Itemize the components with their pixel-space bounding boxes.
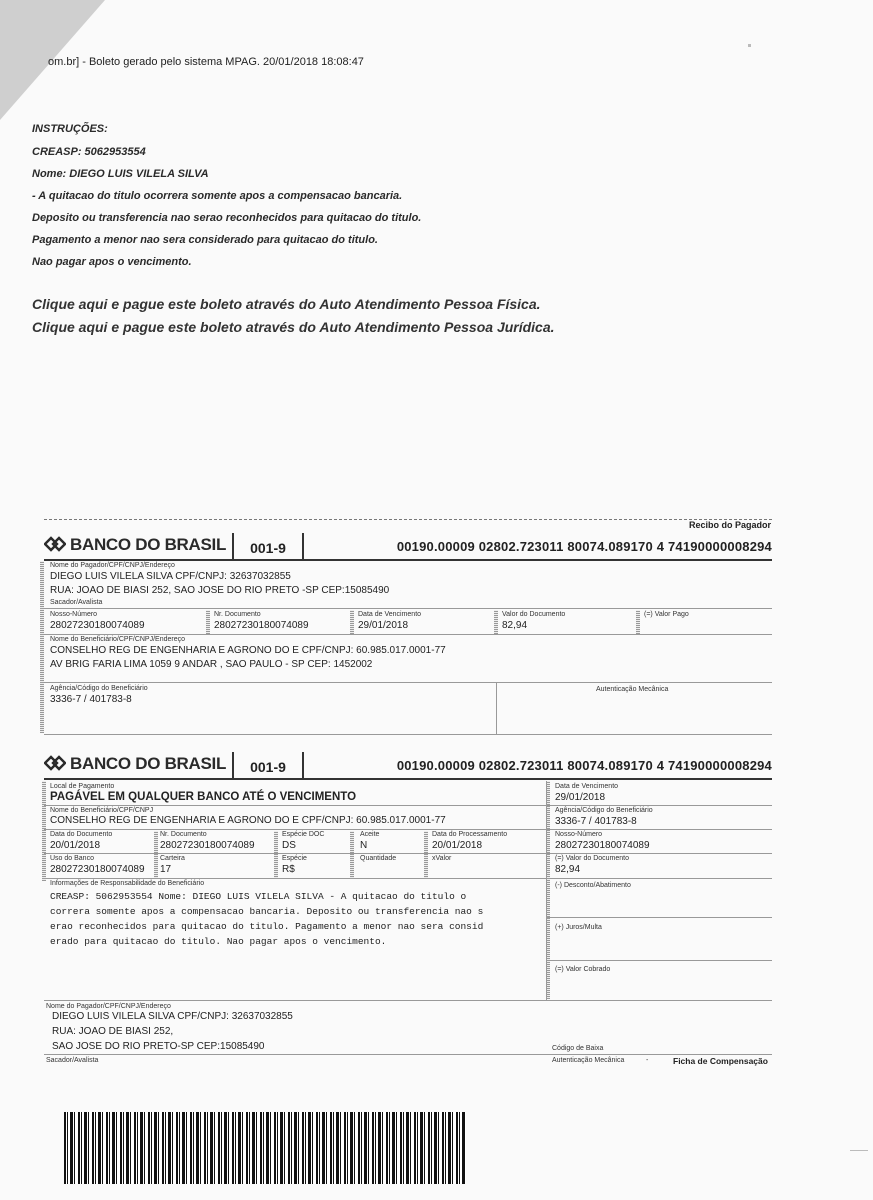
especie: R$: [282, 864, 295, 875]
instructions-creasp: CREASP: 5062953554: [32, 146, 146, 158]
divider: [44, 829, 772, 830]
divider: [44, 608, 772, 609]
nr-documento-label: Nr. Documento: [214, 611, 261, 618]
recibo-title: Recibo do Pagador: [688, 520, 771, 530]
hatch-bar: [42, 781, 46, 881]
hatch-bar: [494, 610, 498, 634]
agencia-label: Agência/Código do Beneficiário: [555, 807, 653, 814]
desconto-label: (-) Desconto/Abatimento: [555, 882, 631, 889]
autenticacao-label: Autenticação Mecânica: [552, 1057, 625, 1064]
nr-doc: 28027230180074089: [160, 840, 255, 851]
banco-do-brasil-logo-icon: [44, 535, 66, 553]
info-label: Informações de Responsabilidade do Beneficiário: [50, 880, 205, 887]
valor-documento: 82,94: [502, 620, 528, 631]
pagador-label: Nome do Pagador/CPF/CNPJ/Endereço: [46, 1003, 171, 1010]
nr-documento: 28027230180074089: [214, 620, 309, 631]
info-line: erao reconhecidos para quitacao do titulo. Pagamento a menor nao sera consid: [50, 921, 484, 932]
beneficiario-label: Nome do Beneficiário/CPF/CNPJ/Endereço: [50, 636, 186, 643]
local-label: Local de Pagamento: [50, 783, 115, 790]
beneficiario-line: AV BRIG FARIA LIMA 1059 9 ANDAR , SAO PAULO - SP CEP: 1452002: [50, 659, 373, 670]
divider: [546, 917, 772, 918]
bank-code: 001-9: [232, 752, 304, 778]
info-line: erado para quitacao do titulo. Nao pagar apos o vencimento.: [50, 936, 387, 947]
xvalor-label: xValor: [432, 855, 452, 862]
data-doc-label: Data do Documento: [50, 831, 113, 838]
autenticacao-label: Autenticação Mecânica: [596, 686, 669, 693]
pagador-line: DIEGO LUIS VILELA SILVA CPF/CNPJ: 32637032855: [50, 571, 291, 582]
data-proc: 20/01/2018: [432, 840, 483, 851]
pagador-line: DIEGO LUIS VILELA SILVA CPF/CNPJ: 32637032855: [52, 1011, 293, 1022]
divider: [44, 1000, 772, 1001]
valor-doc: 82,94: [555, 864, 581, 875]
pagador-line: RUA: JOAO DE BIASI 252, SAO JOSE DO RIO PRETO -SP CEP:15085490: [50, 585, 390, 596]
especie-label: Espécie: [282, 855, 307, 862]
sacador-label: Sacador/Avalista: [50, 599, 103, 606]
hatch-bar: [206, 610, 210, 634]
instructions-line: Nao pagar apos o vencimento.: [32, 256, 192, 268]
valor-pago-label: (=) Valor Pago: [644, 611, 689, 618]
aceite: N: [360, 840, 368, 851]
bank-logo: [44, 535, 226, 555]
pagador-label: Nome do Pagador/CPF/CNPJ/Endereço: [50, 562, 175, 569]
aceite-label: Aceite: [360, 831, 380, 838]
link-pessoa-juridica[interactable]: Clique aqui e pague este boleto através do Auto Atendimento Pessoa Jurídica.: [32, 319, 555, 335]
cut-line: [44, 519, 772, 520]
digitable-line: 00190.00009 02802.723011 80074.089170 4 74190000008294: [396, 758, 772, 773]
uso-banco-label: Uso do Banco: [50, 855, 94, 862]
agencia-label: Agência/Código do Beneficiário: [50, 685, 148, 692]
info-line: correra somente apos a compensacao bancaria. Deposito ou transferencia nao s: [50, 906, 484, 917]
pagador-line: SAO JOSE DO RIO PRETO-SP CEP:15085490: [52, 1041, 265, 1052]
carteira-label: Carteira: [160, 855, 185, 862]
instructions-title: INSTRUÇÕES:: [32, 123, 108, 135]
quantidade-label: Quantidade: [360, 855, 397, 862]
info-line: CREASP: 5062953554 Nome: DIEGO LUIS VILELA SILVA - A quitacao do titulo o: [50, 891, 467, 902]
vencimento-label: Data de Vencimento: [555, 783, 619, 790]
instructions-line: Deposito ou transferencia nao serao reconhecidos para quitacao do titulo.: [32, 212, 422, 224]
data-proc-label: Data do Processamento: [432, 831, 508, 838]
hatch-bar: [40, 561, 44, 733]
divider: [44, 853, 772, 854]
juros-label: (+) Juros/Multa: [555, 924, 602, 931]
divider: [44, 878, 772, 879]
local-pagamento: PAGÁVEL EM QUALQUER BANCO ATÉ O VENCIMENTO: [50, 791, 357, 803]
divider: [496, 682, 497, 734]
nr-doc-label: Nr. Documento: [160, 831, 207, 838]
nosso-numero: 28027230180074089: [555, 840, 650, 851]
bank-name: BANCO DO BRASIL: [70, 754, 227, 773]
data-doc: 20/01/2018: [50, 840, 101, 851]
valor-documento-label: Valor do Documento: [502, 611, 566, 618]
carteira: 17: [160, 864, 172, 875]
nosso-numero-label: Nosso-Número: [555, 831, 603, 838]
bank-code: 001-9: [232, 533, 304, 559]
agencia: 3336-7 / 401783-8: [50, 694, 132, 705]
uso-banco: 28027230180074089: [50, 864, 145, 875]
bank-name: BANCO DO BRASIL: [70, 535, 227, 554]
page-header: om.br] - Boleto gerado pelo sistema MPAG. 20/01/2018 18:08:47: [48, 56, 364, 68]
hatch-bar: [636, 610, 640, 634]
beneficiario-line: CONSELHO REG DE ENGENHARIA E AGRONO DO E CPF/CNPJ: 60.985.017.0001-77: [50, 645, 446, 656]
hatch-bar: [154, 831, 158, 879]
divider: [44, 734, 772, 735]
beneficiario: CONSELHO REG DE ENGENHARIA E AGRONO DO E CPF/CNPJ: 60.985.017.0001-77: [50, 815, 446, 826]
divider: [546, 781, 547, 1001]
separator-dash: -: [646, 1057, 649, 1064]
instructions-nome: Nome: DIEGO LUIS VILELA SILVA: [32, 168, 209, 180]
link-pessoa-fisica[interactable]: Clique aqui e pague este boleto através do Auto Atendimento Pessoa Física.: [32, 296, 541, 312]
nosso-numero: 28027230180074089: [50, 620, 145, 631]
cobrado-label: (=) Valor Cobrado: [555, 966, 611, 973]
digitable-line: 00190.00009 02802.723011 80074.089170 4 74190000008294: [396, 539, 772, 554]
nosso-numero-label: Nosso-Número: [50, 611, 98, 618]
banco-do-brasil-logo-icon: [44, 754, 66, 772]
agencia: 3336-7 / 401783-8: [555, 816, 637, 827]
paper-speck: [850, 1150, 868, 1151]
especie-doc: DS: [282, 840, 296, 851]
divider: [546, 960, 772, 961]
vencimento: 29/01/2018: [358, 620, 409, 631]
pagador-line: RUA: JOAO DE BIASI 252,: [52, 1026, 174, 1037]
barcode: [64, 1112, 466, 1184]
instructions-line: - A quitacao do titulo ocorrera somente apos a compensacao bancaria.: [32, 190, 403, 202]
bank-header-recibo: [44, 533, 772, 561]
bank-header-ficha: [44, 752, 772, 780]
beneficiario-label: Nome do Beneficiário/CPF/CNPJ: [50, 807, 154, 814]
hatch-bar: [350, 610, 354, 634]
sacador-label: Sacador/Avalista: [46, 1057, 99, 1064]
valor-doc-label: (=) Valor do Documento: [555, 855, 629, 862]
paper-speck: [748, 44, 751, 47]
divider: [44, 634, 772, 635]
hatch-bar: [424, 831, 428, 879]
instructions-line: Pagamento a menor nao sera considerado para quitacao do titulo.: [32, 234, 378, 246]
vencimento-label: Data de Vencimento: [358, 611, 422, 618]
divider: [44, 682, 772, 683]
bank-logo: [44, 754, 226, 774]
divider: [44, 1054, 772, 1055]
vencimento: 29/01/2018: [555, 792, 606, 803]
hatch-bar: [274, 831, 278, 879]
codigo-baixa-label: Código de Baixa: [552, 1045, 604, 1052]
ficha-compensacao-label: Ficha de Compensação: [673, 1056, 768, 1066]
hatch-bar: [350, 831, 354, 879]
divider: [44, 805, 772, 806]
especie-doc-label: Espécie DOC: [282, 831, 325, 838]
